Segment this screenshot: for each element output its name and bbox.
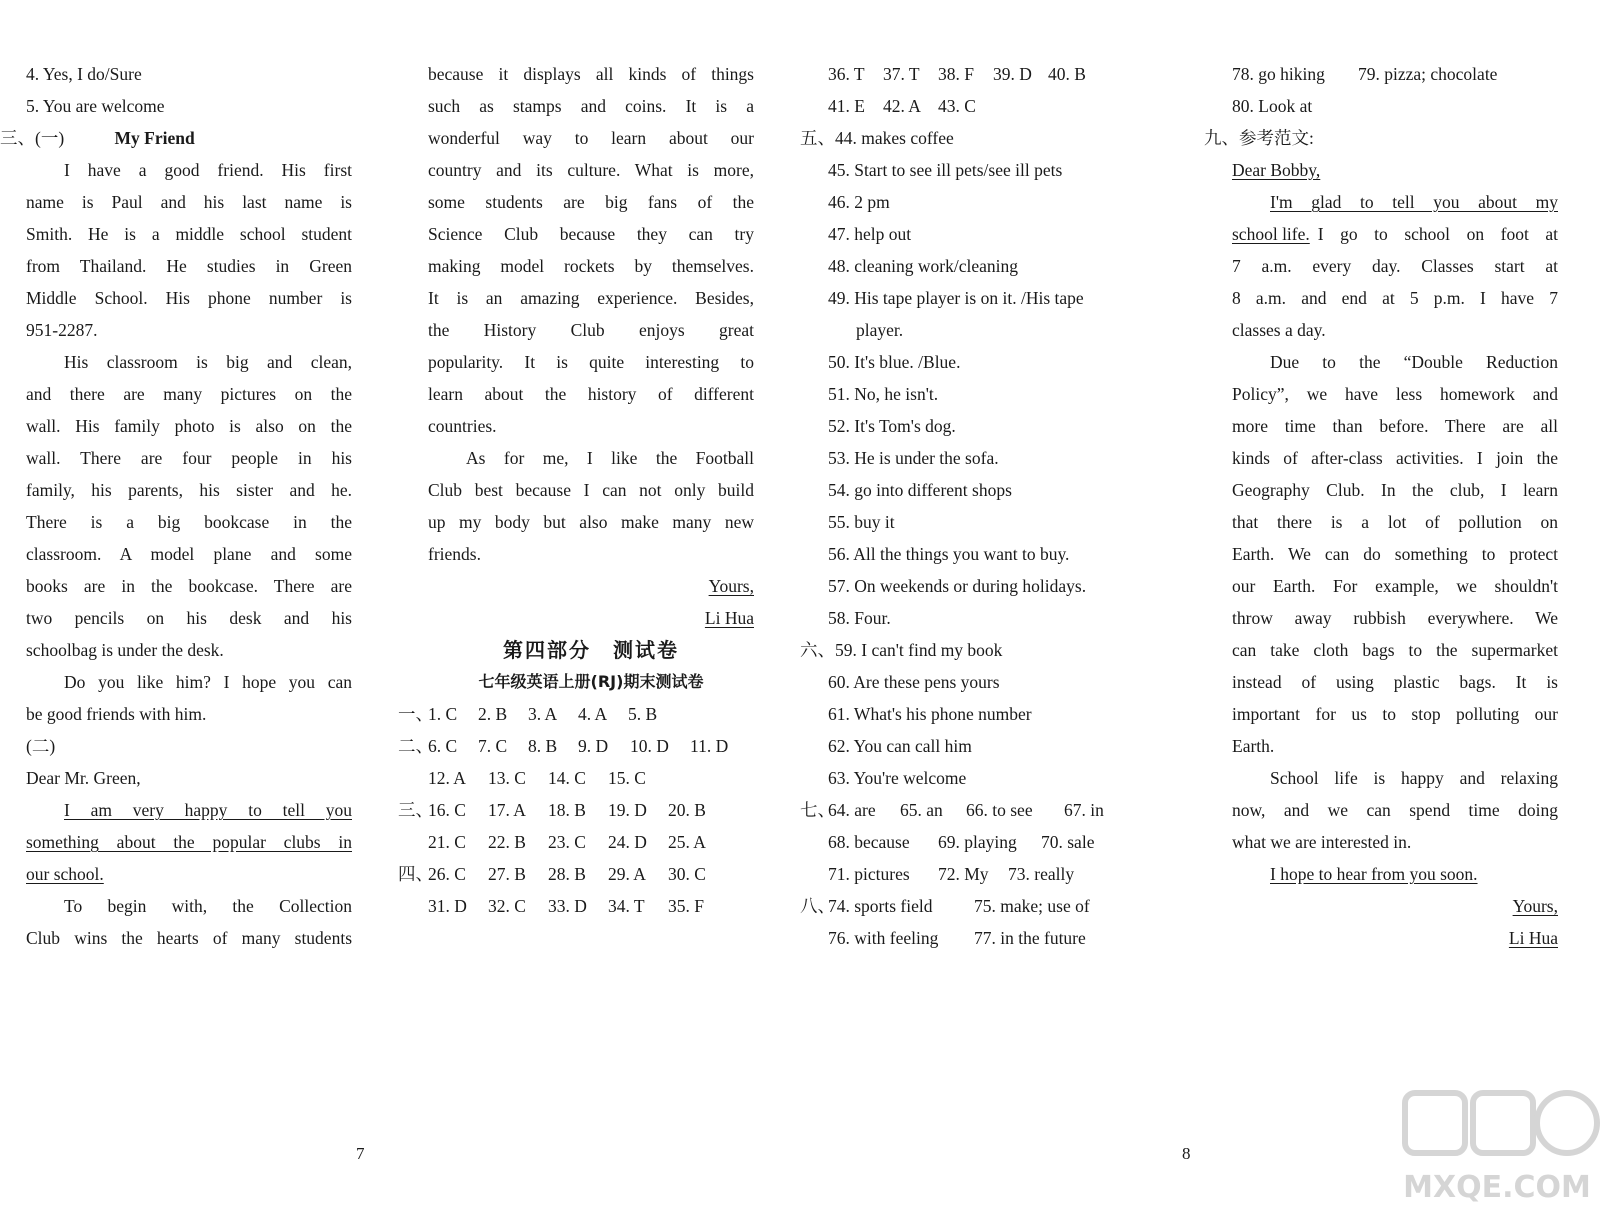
answer-line: 48. cleaning work/cleaning [828,256,1019,276]
letter-line: To begin with, the Collection [64,896,352,916]
answer: 4. A [578,704,608,724]
answer: 36. T [828,64,865,84]
answer: 41. E [828,96,865,116]
answer: 78. go hiking [1232,64,1325,84]
letter-line: our Earth. For example, we shouldn't [1232,576,1558,596]
page-number-right: 8 [1182,1144,1191,1163]
answer: 43. C [938,96,976,116]
answer: 17. A [488,800,526,820]
answer: 34. T [608,896,645,916]
answer: 65. an [900,800,943,820]
signature-text: Li Hua [1508,928,1558,948]
answer: 74. sports field [828,896,933,916]
answer: 15. C [608,768,646,788]
letter-line: Club wins the hearts of many students [26,928,352,948]
answer: 30. C [668,864,706,884]
answer-line: 53. He is under the sofa. [828,448,999,468]
letter-line: some students are big fans of the [428,192,754,212]
letter-line: up my body but also make many new [428,512,754,532]
answer: 8. B [528,736,558,756]
underlined-sentence: I am very happy to tell you [64,800,352,820]
letter-salutation [1232,154,1558,186]
answer: 33. D [548,896,587,916]
test-title: 七年级英语上册(RJ)期末测试卷 [478,672,704,691]
answer-line: 46. 2 pm [828,192,890,212]
letter-line: Due to the “Double Reduction [1270,352,1558,372]
answer-line: 60. Are these pens yours [828,672,1000,692]
answer-line: 45. Start to see ill pets/see ill pets [828,160,1063,180]
letter-line: classes a day. [1232,320,1326,340]
letter-closing [1232,890,1558,922]
answer-row [828,58,1168,90]
letter-line: throw away rubbish everywhere. We [1232,608,1558,628]
answer-line: 54. go into different shops [828,480,1012,500]
letter-line: Policy”, we have less homework and [1232,384,1558,404]
underlined-sentence: I hope to hear from you soon. [1270,864,1478,884]
part-heading: 第四部分 测试卷 [503,638,679,662]
column-2 [398,58,754,922]
answer-line: 80. Look at [1232,96,1313,116]
answer: 22. B [488,832,526,852]
letter-salutation: Dear Mr. Green, [26,768,141,788]
letter-line: important for us to stop polluting our [1232,704,1558,724]
essay-line: His classroom is big and clean, [64,352,352,372]
answer-row [828,858,1168,890]
answer-row [1232,58,1558,90]
answer: 3. A [528,704,558,724]
letter-text: I go to school on foot at [1317,224,1558,244]
answer: 31. D [428,896,467,916]
letter-line: learn about the history of different [428,384,754,404]
answer-row [828,922,1168,954]
section-prefix: 八、 [800,896,835,916]
essay-line: Smith. He is a middle school student [26,224,352,244]
closing-text: Yours, [1512,896,1558,916]
answer: 76. with feeling [828,928,939,948]
answer: 25. A [668,832,706,852]
answer-line: 52. It's Tom's dog. [828,416,956,436]
letter-line: making model rockets by themselves. [428,256,754,276]
essay-line: Do you like him? I hope you can [64,672,352,692]
column-1 [0,58,352,954]
answer-line: 50. It's blue. /Blue. [828,352,961,372]
answer: 20. B [668,800,706,820]
essay-line: from Thailand. He studies in Green [26,256,352,276]
answer-line: 58. Four. [828,608,891,628]
section-3-header [0,122,352,154]
answer: 35. F [668,896,704,916]
column-3 [800,58,1168,954]
answer: 79. pizza; chocolate [1358,64,1498,84]
answer-line [800,634,1168,666]
answer-line [800,122,1168,154]
answer: 69. playing [938,832,1017,852]
answer-row [828,826,1168,858]
answer: 19. D [608,800,647,820]
answer: 71. pictures [828,864,910,884]
essay-line: 951-2287. [26,320,98,340]
answer-line: 62. You can call him [828,736,972,756]
underlined-sentence: I'm glad to tell you about my [1270,192,1558,212]
essay-line: I have a good friend. His first [64,160,352,180]
letter-line: can take cloth bags to the supermarket [1232,640,1558,660]
letter-line: because it displays all kinds of things [428,64,754,84]
section-prefix: 三、(一) [0,128,65,148]
answer-line: 5. You are welcome [26,96,165,116]
essay-line: There is a big bookcase in the [26,512,352,532]
section-prefix: 三、 [398,800,433,820]
letter-signature [428,602,754,634]
answer: 40. B [1048,64,1086,84]
answer: 1. C [428,704,458,724]
closing-sentence-line [1232,858,1558,890]
answer-row [800,794,1168,826]
answer: 29. A [608,864,646,884]
letter-line: such as stamps and coins. It is a [428,96,754,116]
answer: 13. C [488,768,526,788]
essay-line: be good friends with him. [26,704,207,724]
letter-signature [1232,922,1558,954]
letter-line: 7 a.m. every day. Classes start at [1232,256,1558,276]
essay-line: books are in the bookcase. There are [26,576,352,596]
answer-line: 63. You're welcome [828,768,967,788]
letter-line: Geography Club. In the club, I learn [1232,480,1558,500]
underlined-sentence: school life. [1232,224,1310,244]
answer: 7. C [478,736,508,756]
answer: 5. B [628,704,658,724]
letter-line: 8 a.m. and end at 5 p.m. I have 7 [1232,288,1558,308]
page-number-left: 7 [356,1144,365,1163]
answer: 39. D [993,64,1032,84]
answer: 32. C [488,896,526,916]
letter-closing [428,570,754,602]
letter-line: the History Club enjoys great [428,320,754,340]
answer-row [428,890,754,922]
letter-line: Earth. We can do something to protect [1232,544,1558,564]
closing-text: Yours, [708,576,754,596]
answer: 21. C [428,832,466,852]
answer-line: 57. On weekends or during holidays. [828,576,1087,596]
answer-row [398,730,754,762]
answer: 11. D [690,736,729,756]
signature-text: Li Hua [704,608,754,628]
column-4 [1204,58,1558,954]
answer-line: 4. Yes, I do/Sure [26,64,142,84]
answer: 14. C [548,768,586,788]
answer-row [398,794,754,826]
answer-row [428,762,754,794]
part-label: (二) [26,736,56,756]
letter-line: that there is a lot of pollution on [1232,512,1558,532]
answer-line: 56. All the things you want to buy. [828,544,1070,564]
section-prefix: 六、 [800,640,835,660]
answer: 26. C [428,864,466,884]
answer: 73. really [1008,864,1075,884]
essay-line: Middle School. His phone number is [26,288,352,308]
answer: 59. I can't find my book [835,640,1003,660]
salutation-text: Dear Bobby, [1232,160,1321,180]
watermark-logo [1395,1085,1600,1210]
answer: 68. because [828,832,910,852]
answer: 72. My [938,864,989,884]
essay-line: two pencils on his desk and his [26,608,352,628]
letter-line: School life is happy and relaxing [1270,768,1558,788]
answer: 67. in [1064,800,1104,820]
letter-line: country and its culture. What is more, [428,160,754,180]
answer: 37. T [883,64,920,84]
section-prefix: 五、 [800,128,835,148]
answer-line: 51. No, he isn't. [828,384,939,404]
essay-line: family, his parents, his sister and he. [26,480,352,500]
section-prefix: 七、 [800,800,835,820]
answer-row [428,826,754,858]
answer: 12. A [428,768,466,788]
answer: 2. B [478,704,508,724]
answer: 16. C [428,800,466,820]
answer: 64. are [828,800,876,820]
letter-line: now, and we can spend time doing [1232,800,1558,820]
watermark-icon [1395,1085,1600,1210]
letter-line: countries. [428,416,497,436]
section-9-header: 九、参考范文: [1204,128,1314,148]
letter-line [1232,218,1558,250]
letter-line: popularity. It is quite interesting to [428,352,754,372]
letter-line: Earth. [1232,736,1275,756]
answer-row [398,698,754,730]
underlined-sentence: something about the popular clubs in [26,832,352,852]
letter-line: more time than before. There are all [1232,416,1558,436]
section-prefix: 四、 [398,864,433,884]
answer: 18. B [548,800,586,820]
answer-line: 47. help out [828,224,912,244]
essay-line: schoolbag is under the desk. [26,640,224,660]
answer: 75. make; use of [974,896,1090,916]
answer: 10. D [630,736,669,756]
answer: 38. F [938,64,974,84]
answer: 24. D [608,832,647,852]
answer-line: 55. buy it [828,512,895,532]
essay-line: and there are many pictures on the [26,384,352,404]
letter-line: As for me, I like the Football [466,448,754,468]
answer-row [398,858,754,890]
essay-line: wall. There are four people in his [26,448,352,468]
letter-line: kinds of after-class activities. I join the [1232,448,1558,468]
answer: 77. in the future [974,928,1086,948]
letter-line: friends. [428,544,481,564]
essay-line: wall. His family photo is also on the [26,416,352,436]
essay-line: name is Paul and his last name is [26,192,352,212]
essay-title: My Friend [114,128,195,148]
answer: 23. C [548,832,586,852]
letter-line: Science Club because they can try [428,224,754,244]
answer-row [828,90,1168,122]
essay-line: classroom. A model plane and some [26,544,352,564]
letter-line: what we are interested in. [1232,832,1412,852]
answer-line: player. [856,320,904,340]
watermark-text: MXQE.COM [1403,1170,1591,1205]
answer-row [800,890,1168,922]
letter-line: Club best because I can not only build [428,480,754,500]
letter-line: It is an amazing experience. Besides, [428,288,754,308]
answer: 6. C [428,736,458,756]
section-prefix: 二、 [398,736,433,756]
answer-line: 61. What's his phone number [828,704,1032,724]
answer: 66. to see [966,800,1033,820]
letter-line: wonderful way to learn about our [428,128,754,148]
answer-line: 49. His tape player is on it. /His tape [828,288,1084,308]
answer: 9. D [578,736,609,756]
answer: 28. B [548,864,586,884]
section-prefix: 一、 [398,704,433,724]
underlined-sentence: our school. [26,864,104,884]
answer: 70. sale [1041,832,1095,852]
answer: 44. makes coffee [835,128,954,148]
answer: 42. A [883,96,921,116]
answer: 27. B [488,864,526,884]
letter-line: instead of using plastic bags. It is [1232,672,1558,692]
